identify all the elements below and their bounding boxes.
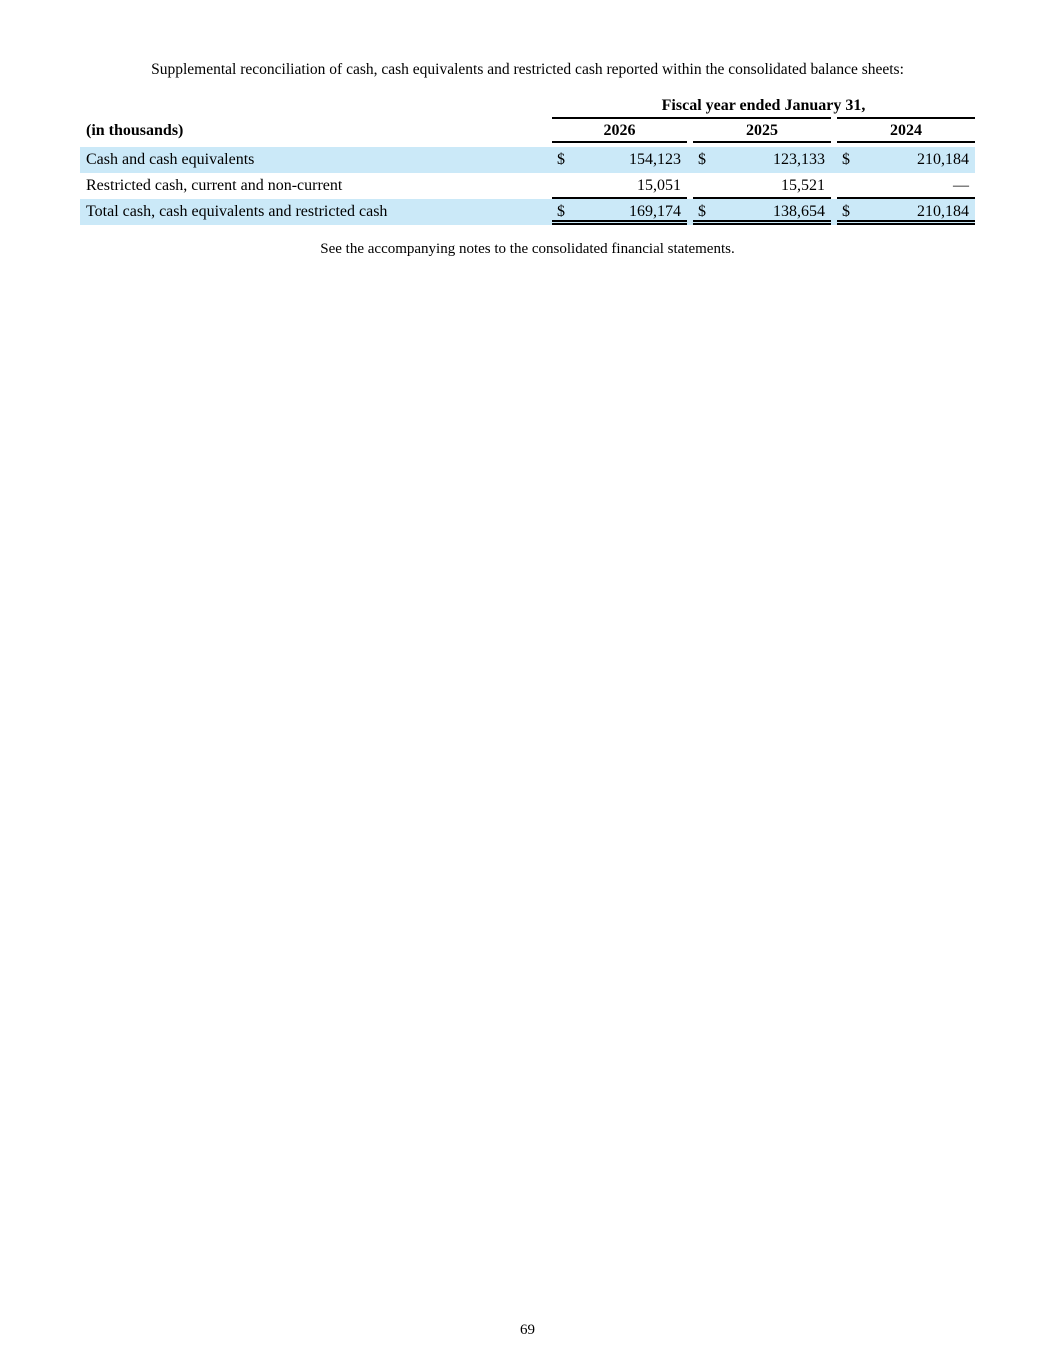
year-column-header-2024: 2024 [837, 119, 975, 143]
cell-value: 123,133 [773, 151, 825, 168]
value-cell [552, 173, 687, 199]
year-column-header-2026: 2026 [552, 119, 687, 143]
cell-value: 15,521 [781, 177, 825, 194]
cell-value: 210,184 [917, 203, 969, 220]
cell-value: 169,174 [629, 203, 681, 220]
cash-reconciliation-table [80, 96, 975, 225]
cell-value: 154,123 [629, 151, 681, 168]
value-cell [693, 173, 831, 199]
year-header-row [80, 119, 975, 143]
value-cell [837, 199, 975, 225]
value-cell [693, 199, 831, 225]
page-number: 69 [520, 1322, 535, 1338]
row-label: Restricted cash, current and non-current [86, 177, 343, 194]
cell-value: 138,654 [773, 203, 825, 220]
currency-symbol: $ [698, 151, 706, 168]
table-row-cash-and-cash-equivalents [80, 147, 975, 173]
table-row-restricted-cash [80, 173, 975, 199]
value-cell [837, 147, 975, 173]
value-cell [552, 199, 687, 225]
currency-symbol: $ [842, 203, 850, 220]
year-column-header-2025: 2025 [693, 119, 831, 143]
row-label: Total cash, cash equivalents and restricted cash [80, 199, 552, 225]
currency-symbol: $ [842, 151, 850, 168]
cell-value: 15,051 [637, 177, 681, 194]
currency-symbol: $ [557, 203, 565, 220]
in-thousands-label: (in thousands) [86, 122, 184, 139]
value-cell [552, 147, 687, 173]
fiscal-year-group-header: Fiscal year ended January 31, [661, 97, 866, 114]
row-label: Cash and cash equivalents [80, 147, 552, 173]
cell-value: — [953, 177, 969, 194]
value-cell [837, 173, 975, 199]
value-cell [693, 147, 831, 173]
intro-paragraph: Supplemental reconciliation of cash, cash equivalents and restricted cash reported within the consolidated balance sheets: [151, 61, 904, 78]
currency-symbol: $ [698, 203, 706, 220]
group-header-row [80, 96, 975, 119]
page-content [0, 60, 1055, 259]
footnote: See the accompanying notes to the consolidated financial statements. [320, 241, 735, 257]
currency-symbol: $ [557, 151, 565, 168]
table-row-total-cash [80, 199, 975, 225]
fiscal-year-header-area [552, 96, 975, 119]
cell-value: 210,184 [917, 151, 969, 168]
